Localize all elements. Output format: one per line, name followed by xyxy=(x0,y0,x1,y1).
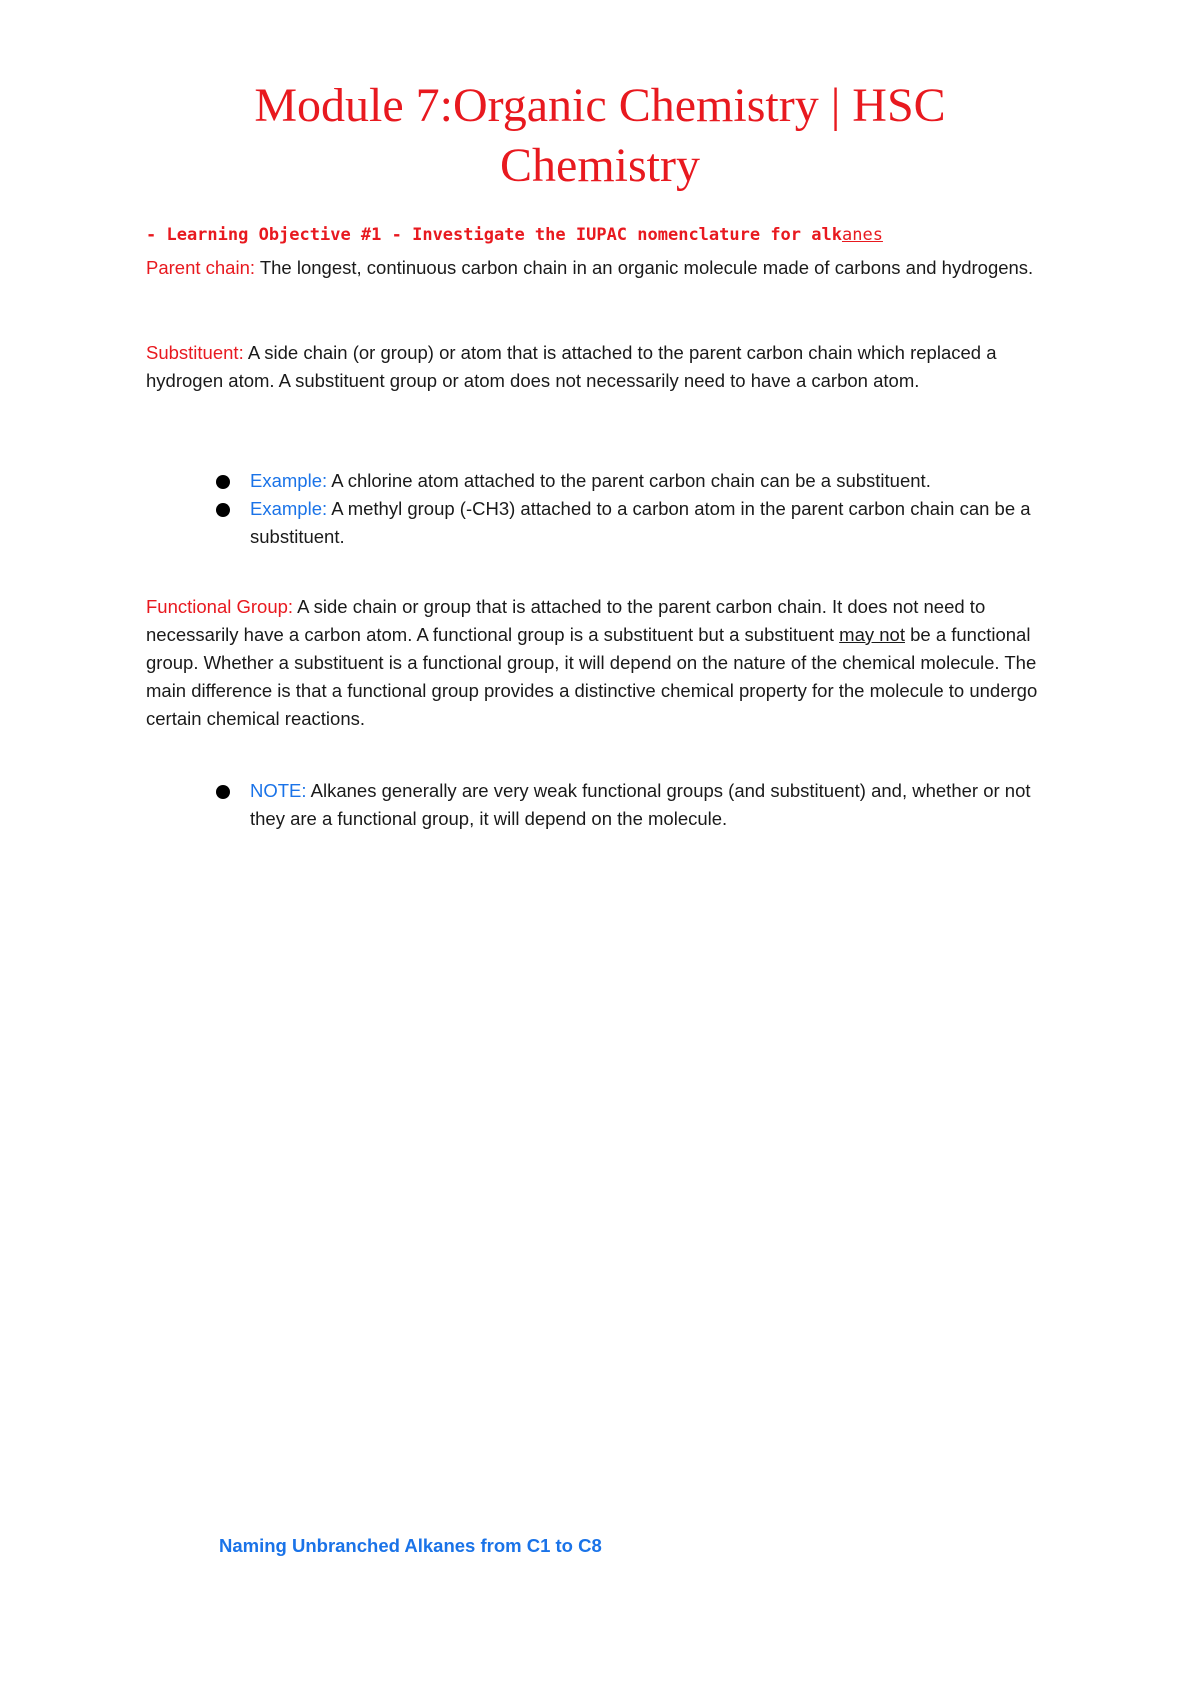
list-item xyxy=(216,495,1056,551)
note-list xyxy=(216,777,1056,833)
learning-objective-text: - Learning Objective #1 - Investigate the IUPAC nomenclature for alk xyxy=(146,225,842,245)
functional-group-definition-part2: be a functional group. Whether a substituent is a functional group, it will depend on the nature of the chemical molecule. The main difference is that a functional group provides a distinctive chemical property for the molecule to undergo certain chemical reactions. xyxy=(146,624,1038,729)
example-text: A chlorine atom attached to the parent carbon chain can be a substituent. xyxy=(327,470,931,491)
bullet-icon xyxy=(216,785,230,799)
example-label: Example: xyxy=(250,470,328,491)
example-label: Example: xyxy=(250,498,328,519)
functional-group-term: Functional Group: xyxy=(146,596,294,617)
parent-chain-definition: The longest, continuous carbon chain in an organic molecule made of carbons and hydrogens. xyxy=(255,257,1034,278)
functional-group-definition-part1: A side chain or group that is attached to the parent carbon chain. It does not need to necessarily have a carbon atom. A functional group is a substituent but a substituent xyxy=(146,596,986,645)
example-text: A methyl group (-CH3) attached to a carbon atom in the parent carbon chain can be a substituent. xyxy=(250,498,1031,547)
bullet-icon xyxy=(216,503,230,517)
section-subheading: Naming Unbranched Alkanes from C1 to C8 xyxy=(219,1535,602,1556)
parent-chain-term: Parent chain: xyxy=(146,257,256,278)
page-title: Module 7:Organic Chemistry | HSC Chemistry xyxy=(254,79,946,192)
list-item xyxy=(216,777,1056,833)
substituent-examples-list xyxy=(216,467,1056,551)
learning-objective-underlined: anes xyxy=(841,225,883,245)
list-item xyxy=(216,467,1056,495)
substituent-term: Substituent: xyxy=(146,342,244,363)
note-label: NOTE: xyxy=(250,780,307,801)
learning-objective-heading xyxy=(146,225,883,245)
bullet-icon xyxy=(216,475,230,489)
substituent-definition: A side chain (or group) or atom that is attached to the parent carbon chain which replaced a hydrogen atom. A substituent group or atom does not necessarily need to have a carbon atom. xyxy=(146,342,997,391)
functional-group-underlined: may not xyxy=(839,624,905,645)
note-text: Alkanes generally are very weak functional groups (and substituent) and, whether or not they are a functional group, it will depend on the molecule. xyxy=(250,780,1031,829)
substituent-paragraph xyxy=(146,339,1066,395)
parent-chain-paragraph xyxy=(146,254,1066,282)
functional-group-paragraph xyxy=(146,593,1066,733)
